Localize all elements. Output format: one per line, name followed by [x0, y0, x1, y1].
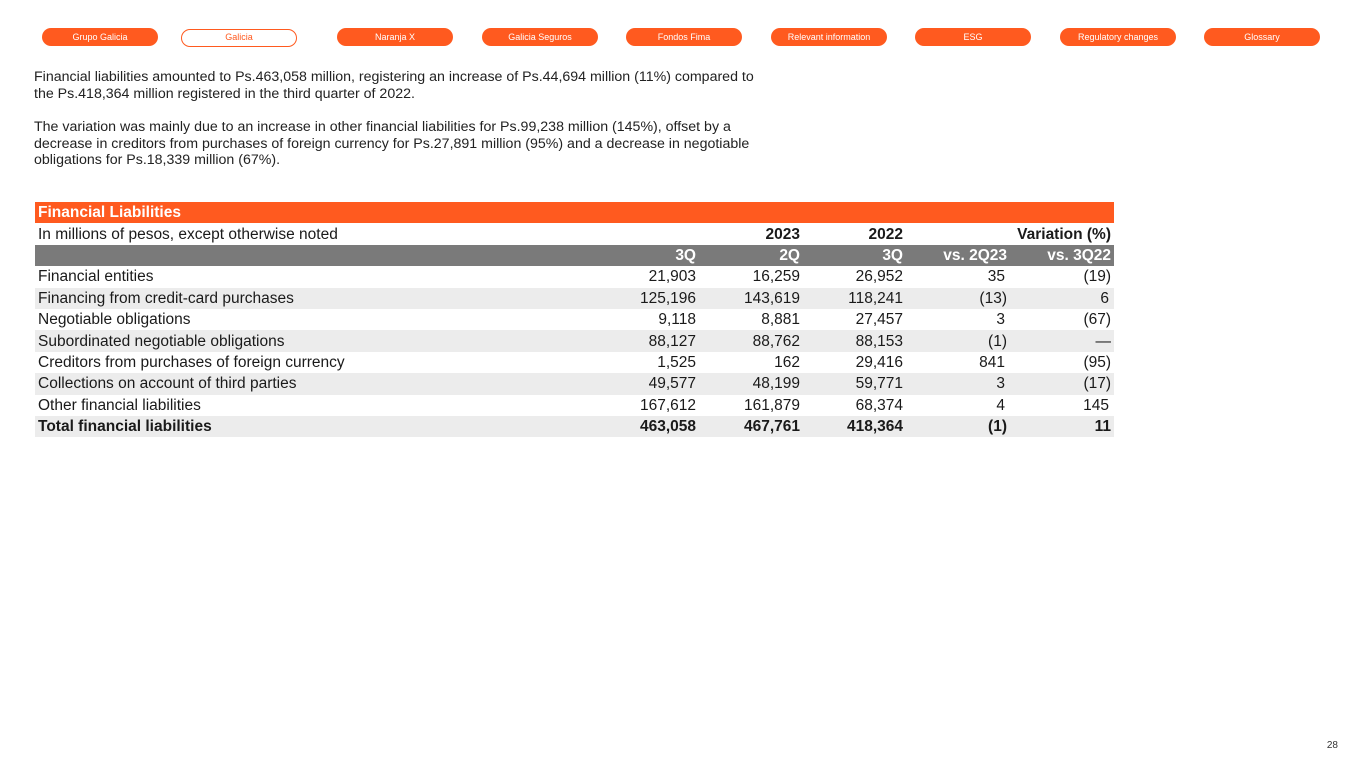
- table-header-row: [35, 223, 1114, 244]
- col-header: 3Q: [803, 245, 906, 266]
- cell: 143,619: [699, 288, 803, 309]
- table-title-row: [35, 202, 1114, 223]
- col-header: 3Q: [595, 245, 699, 266]
- cell: 145: [1083, 396, 1110, 414]
- row-label: Collections on account of third parties: [35, 373, 595, 394]
- cell: (1): [906, 416, 1010, 437]
- year-2023-header: 2023: [699, 223, 803, 244]
- cell: 162: [774, 353, 800, 371]
- row-label: Other financial liabilities: [38, 396, 201, 414]
- table-row: [35, 373, 1114, 394]
- cell: 29,416: [855, 353, 903, 371]
- nav-esg[interactable]: ESG: [915, 28, 1031, 46]
- cell: 467,761: [699, 416, 803, 437]
- table-row: [35, 288, 1114, 309]
- cell: (1): [906, 330, 1010, 351]
- cell: 16,259: [752, 268, 800, 286]
- table-total-row: [35, 416, 1114, 437]
- cell: 35: [987, 268, 1005, 286]
- cell: 88,762: [699, 330, 803, 351]
- row-label: Financing from credit-card purchases: [35, 288, 595, 309]
- cell: 6: [1010, 288, 1114, 309]
- cell: 11: [1010, 416, 1114, 437]
- cell: 167,612: [639, 396, 696, 414]
- total-label: Total financial liabilities: [35, 416, 595, 437]
- cell: 9,118: [658, 311, 696, 329]
- table-subheader-row: [35, 245, 1114, 266]
- col-header: 2Q: [699, 245, 803, 266]
- cell: 161,879: [743, 396, 800, 414]
- table-row: [35, 330, 1114, 351]
- year-2022-header: 2022: [803, 223, 906, 244]
- col-header: vs. 2Q23: [906, 245, 1010, 266]
- cell: (95): [1083, 353, 1112, 371]
- variation-header: Variation (%): [906, 223, 1114, 244]
- cell: 49,577: [595, 373, 699, 394]
- cell: 3: [906, 373, 1010, 394]
- nav-grupo-galicia[interactable]: Grupo Galicia: [42, 28, 158, 46]
- cell: 125,196: [595, 288, 699, 309]
- financial-liabilities-table: [35, 202, 1114, 437]
- table-row: [35, 309, 1114, 330]
- nav-naranja-x[interactable]: Naranja X: [337, 28, 453, 46]
- top-navigation: [42, 28, 1322, 47]
- nav-relevant-information[interactable]: Relevant information: [771, 28, 887, 46]
- cell: 48,199: [699, 373, 803, 394]
- cell: 118,241: [803, 288, 906, 309]
- nav-regulatory-changes[interactable]: Regulatory changes: [1060, 28, 1176, 46]
- table-row: [35, 395, 1114, 416]
- row-label: Creditors from purchases of foreign currency: [38, 353, 345, 371]
- table-title: Financial Liabilities: [35, 202, 1114, 223]
- cell: 68,374: [855, 396, 903, 414]
- cell: 418,364: [803, 416, 906, 437]
- cell: 841: [979, 353, 1005, 371]
- cell: 8,881: [761, 311, 800, 329]
- page-number: 28: [1326, 740, 1338, 751]
- cell: 88,127: [595, 330, 699, 351]
- cell: 4: [996, 396, 1005, 414]
- cell: —: [1010, 330, 1114, 351]
- nav-fondos-fima[interactable]: Fondos Fima: [626, 28, 742, 46]
- nav-galicia[interactable]: Galicia: [181, 29, 297, 47]
- cell: (17): [1010, 373, 1114, 394]
- cell: 59,771: [803, 373, 906, 394]
- table-row: [35, 266, 1114, 287]
- col-header: vs. 3Q22: [1010, 245, 1114, 266]
- cell: 3: [996, 311, 1005, 329]
- nav-glossary[interactable]: Glossary: [1204, 28, 1320, 46]
- row-label: Subordinated negotiable obligations: [35, 330, 595, 351]
- summary-paragraph: Financial liabilities amounted to Ps.463,058 million, registering an increase of Ps.44,694 million (11%) compared to the Ps.418,364 million registered in the third quarter of 2022.: [34, 69, 754, 102]
- row-label: Negotiable obligations: [38, 311, 191, 329]
- variation-paragraph: The variation was mainly due to an increase in other financial liabilities for Ps.99,238 million (145%), offset by a decrease in creditors from purchases of foreign currency for Ps.27,891 million (95%) and a decrease in negotiable obligations for Ps.18,339 million (67%).: [34, 119, 750, 168]
- cell: 88,153: [803, 330, 906, 351]
- cell: 27,457: [855, 311, 903, 329]
- cell: 1,525: [657, 353, 696, 371]
- row-label: Financial entities: [38, 268, 154, 286]
- table-row: [35, 352, 1114, 373]
- cell: (19): [1083, 268, 1112, 286]
- cell: 26,952: [855, 268, 903, 286]
- cell: (13): [906, 288, 1010, 309]
- unit-note: In millions of pesos, except otherwise noted: [35, 223, 595, 244]
- cell: (67): [1083, 311, 1112, 329]
- cell: 21,903: [648, 268, 696, 286]
- cell: 463,058: [595, 416, 699, 437]
- nav-galicia-seguros[interactable]: Galicia Seguros: [482, 28, 598, 46]
